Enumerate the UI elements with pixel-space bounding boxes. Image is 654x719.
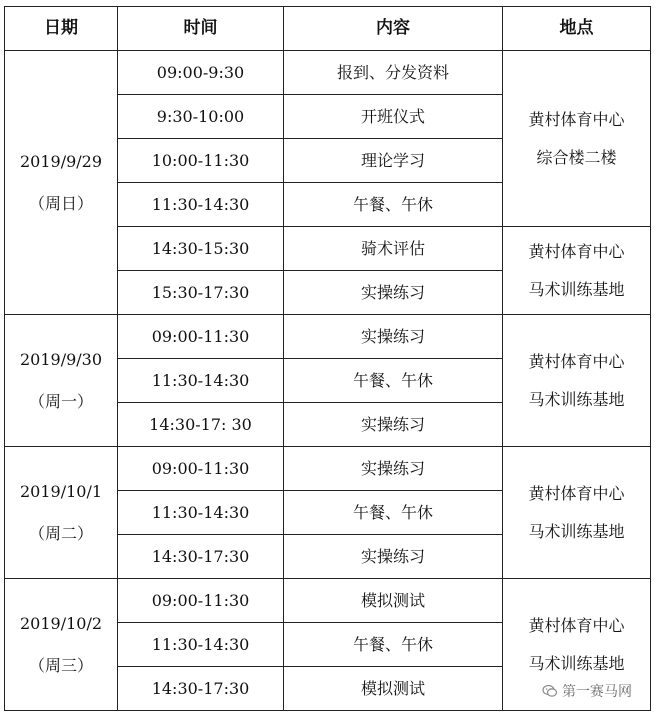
date-text: 2019/10/2 <box>19 613 103 633</box>
weekday-text: （周一） <box>28 391 93 411</box>
time-cell: 11:30-14:30 <box>118 183 284 227</box>
time-cell: 15:30-17:30 <box>118 271 284 315</box>
schedule-body <box>5 51 651 711</box>
header-row <box>5 7 651 51</box>
time-cell: 11:30-14:30 <box>118 491 284 535</box>
content-cell: 实操练习 <box>284 447 503 491</box>
time-cell: 09:00-11:30 <box>118 447 284 491</box>
date-cell <box>5 579 118 711</box>
content-cell: 实操练习 <box>284 403 503 447</box>
time-cell: 14:30-17:30 <box>118 535 284 579</box>
location-cell <box>503 447 651 579</box>
time-cell: 9:30-10:00 <box>118 95 284 139</box>
weekday-text: （周三） <box>28 655 93 675</box>
location-line: 黄村体育中心 <box>528 109 625 129</box>
content-cell: 报到、分发资料 <box>284 51 503 95</box>
content-cell: 骑术评估 <box>284 227 503 271</box>
location-line: 黄村体育中心 <box>528 615 625 635</box>
date-text: 2019/9/30 <box>19 349 103 369</box>
header-time: 时间 <box>118 7 284 51</box>
time-cell: 14:30-15:30 <box>118 227 284 271</box>
location-line: 马术训练基地 <box>528 521 625 541</box>
content-cell: 实操练习 <box>284 271 503 315</box>
location-line: 黄村体育中心 <box>528 351 625 371</box>
table-row <box>5 579 651 623</box>
content-cell: 午餐、午休 <box>284 623 503 667</box>
content-cell: 午餐、午休 <box>284 183 503 227</box>
time-cell: 09:00-11:30 <box>118 315 284 359</box>
date-text: 2019/9/29 <box>19 151 103 171</box>
location-cell <box>503 227 651 315</box>
content-cell: 午餐、午休 <box>284 491 503 535</box>
weekday-text: （周二） <box>28 523 93 543</box>
location-line: 综合楼二楼 <box>536 147 617 167</box>
time-cell: 11:30-14:30 <box>118 623 284 667</box>
content-cell: 实操练习 <box>284 535 503 579</box>
header-content: 内容 <box>284 7 503 51</box>
wechat-icon <box>542 683 558 699</box>
date-cell <box>5 447 118 579</box>
content-cell: 理论学习 <box>284 139 503 183</box>
table-row <box>5 51 651 95</box>
location-line: 马术训练基地 <box>528 653 625 673</box>
date-cell <box>5 315 118 447</box>
watermark <box>542 681 632 701</box>
location-cell <box>503 51 651 227</box>
date-cell <box>5 51 118 315</box>
time-cell: 14:30-17: 30 <box>118 403 284 447</box>
weekday-text: （周日） <box>28 193 93 213</box>
location-cell <box>503 315 651 447</box>
location-line: 马术训练基地 <box>528 279 625 299</box>
location-line: 黄村体育中心 <box>528 241 625 261</box>
schedule-table <box>4 6 651 711</box>
content-cell: 实操练习 <box>284 315 503 359</box>
time-cell: 09:00-11:30 <box>118 579 284 623</box>
content-cell: 模拟测试 <box>284 579 503 623</box>
content-cell: 午餐、午休 <box>284 359 503 403</box>
location-line: 黄村体育中心 <box>528 483 625 503</box>
location-line: 马术训练基地 <box>528 389 625 409</box>
content-cell: 模拟测试 <box>284 667 503 711</box>
time-cell: 14:30-17:30 <box>118 667 284 711</box>
header-date: 日期 <box>5 7 118 51</box>
time-cell: 09:00-9:30 <box>118 51 284 95</box>
content-cell: 开班仪式 <box>284 95 503 139</box>
watermark-text: 第一赛马网 <box>562 684 632 700</box>
table-row <box>5 315 651 359</box>
table-row <box>5 447 651 491</box>
header-location: 地点 <box>503 7 651 51</box>
time-cell: 10:00-11:30 <box>118 139 284 183</box>
time-cell: 11:30-14:30 <box>118 359 284 403</box>
date-text: 2019/10/1 <box>19 481 103 501</box>
